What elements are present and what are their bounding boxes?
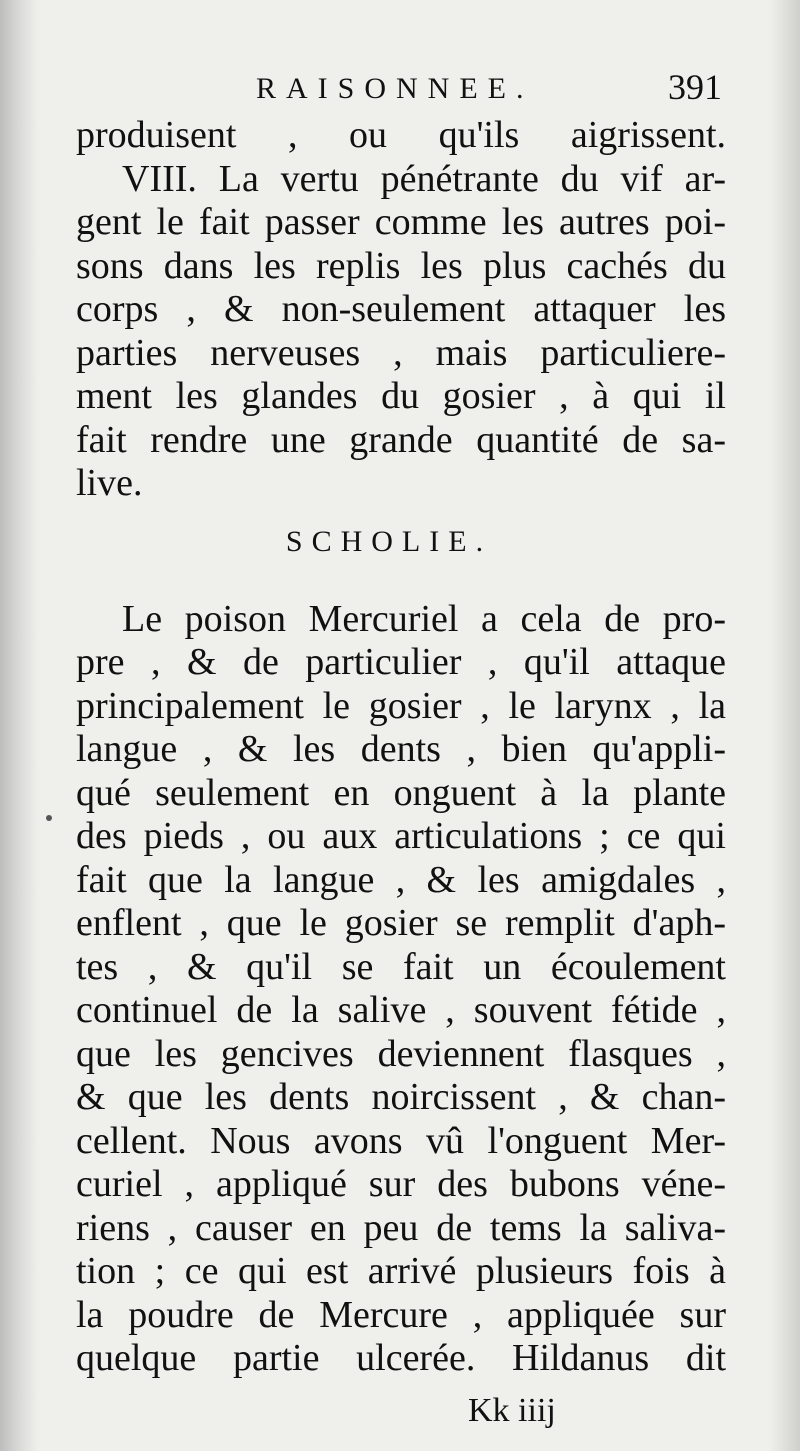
paragraph-viii	[76, 114, 726, 506]
signature-mark: Kk iiij	[468, 1391, 556, 1429]
page-text	[76, 64, 726, 1441]
text-line: langue , & les dents , bien qu'appli-	[76, 728, 726, 770]
text-line: enflent , que le gosier se remplit d'aph-	[76, 902, 726, 944]
text-line: riens , causer en peu de tems la saliva-	[76, 1206, 726, 1249]
paragraph-scholie	[76, 598, 726, 1381]
text-line: VIII. La vertu pénétrante du vif ar-	[122, 157, 726, 200]
text-line: la poudre de Mercure , appliquée sur	[76, 1293, 726, 1336]
text-line: ment les glandes du gosier , à qui il	[76, 375, 726, 417]
text-line: parties nerveuses , mais particuliere-	[76, 331, 726, 374]
text-line: sons dans les replis les plus cachés du	[76, 244, 726, 287]
text-line: des pieds , ou aux articulations ; ce qui	[76, 815, 726, 857]
text-line: & que les dents noircissent , & chan-	[76, 1076, 726, 1118]
section-heading: SCHOLIE.	[285, 524, 493, 558]
text-line: principalement le gosier , le larynx , la	[76, 684, 726, 727]
text-line: produisent , ou qu'ils aigrissent.	[76, 114, 726, 156]
text-line: que les gencives deviennent flasques ,	[76, 1032, 726, 1075]
spacer	[76, 578, 726, 598]
text-line: qué seulement en onguent à la plante	[76, 771, 726, 814]
page-number: 391	[668, 67, 722, 107]
text-line: quelque partie ulcerée. Hildanus dit	[76, 1337, 726, 1379]
text-line: corps , & non-seulement attaquer les	[76, 288, 726, 330]
running-title: RAISONNEE.	[256, 72, 534, 105]
text-line: tes , & qu'il se fait un écoulement	[76, 945, 726, 988]
text-line: cellent. Nous avons vû l'onguent Mer-	[76, 1119, 726, 1162]
ink-speck	[46, 815, 52, 821]
page-edge	[770, 0, 800, 1451]
text-line: gent le fait passer comme les autres poi-	[76, 201, 726, 243]
text-line: curiel , appliqué sur des bubons véne-	[76, 1163, 726, 1205]
text-line: live.	[76, 462, 143, 504]
text-line: fait rendre une grande quantité de sa-	[76, 418, 726, 461]
running-head	[76, 64, 726, 114]
text-line: continuel de la salive , souvent fétide ,	[76, 989, 726, 1031]
binding-shadow	[0, 0, 38, 1451]
text-line: tion ; ce qui est arrivé plusieurs fois à	[76, 1250, 726, 1292]
text-line: fait que la langue , & les amigdales ,	[76, 858, 726, 901]
text-line: Le poison Mercuriel a cela de pro-	[122, 597, 726, 640]
text-line: pre , & de particulier , qu'il attaque	[76, 641, 726, 683]
